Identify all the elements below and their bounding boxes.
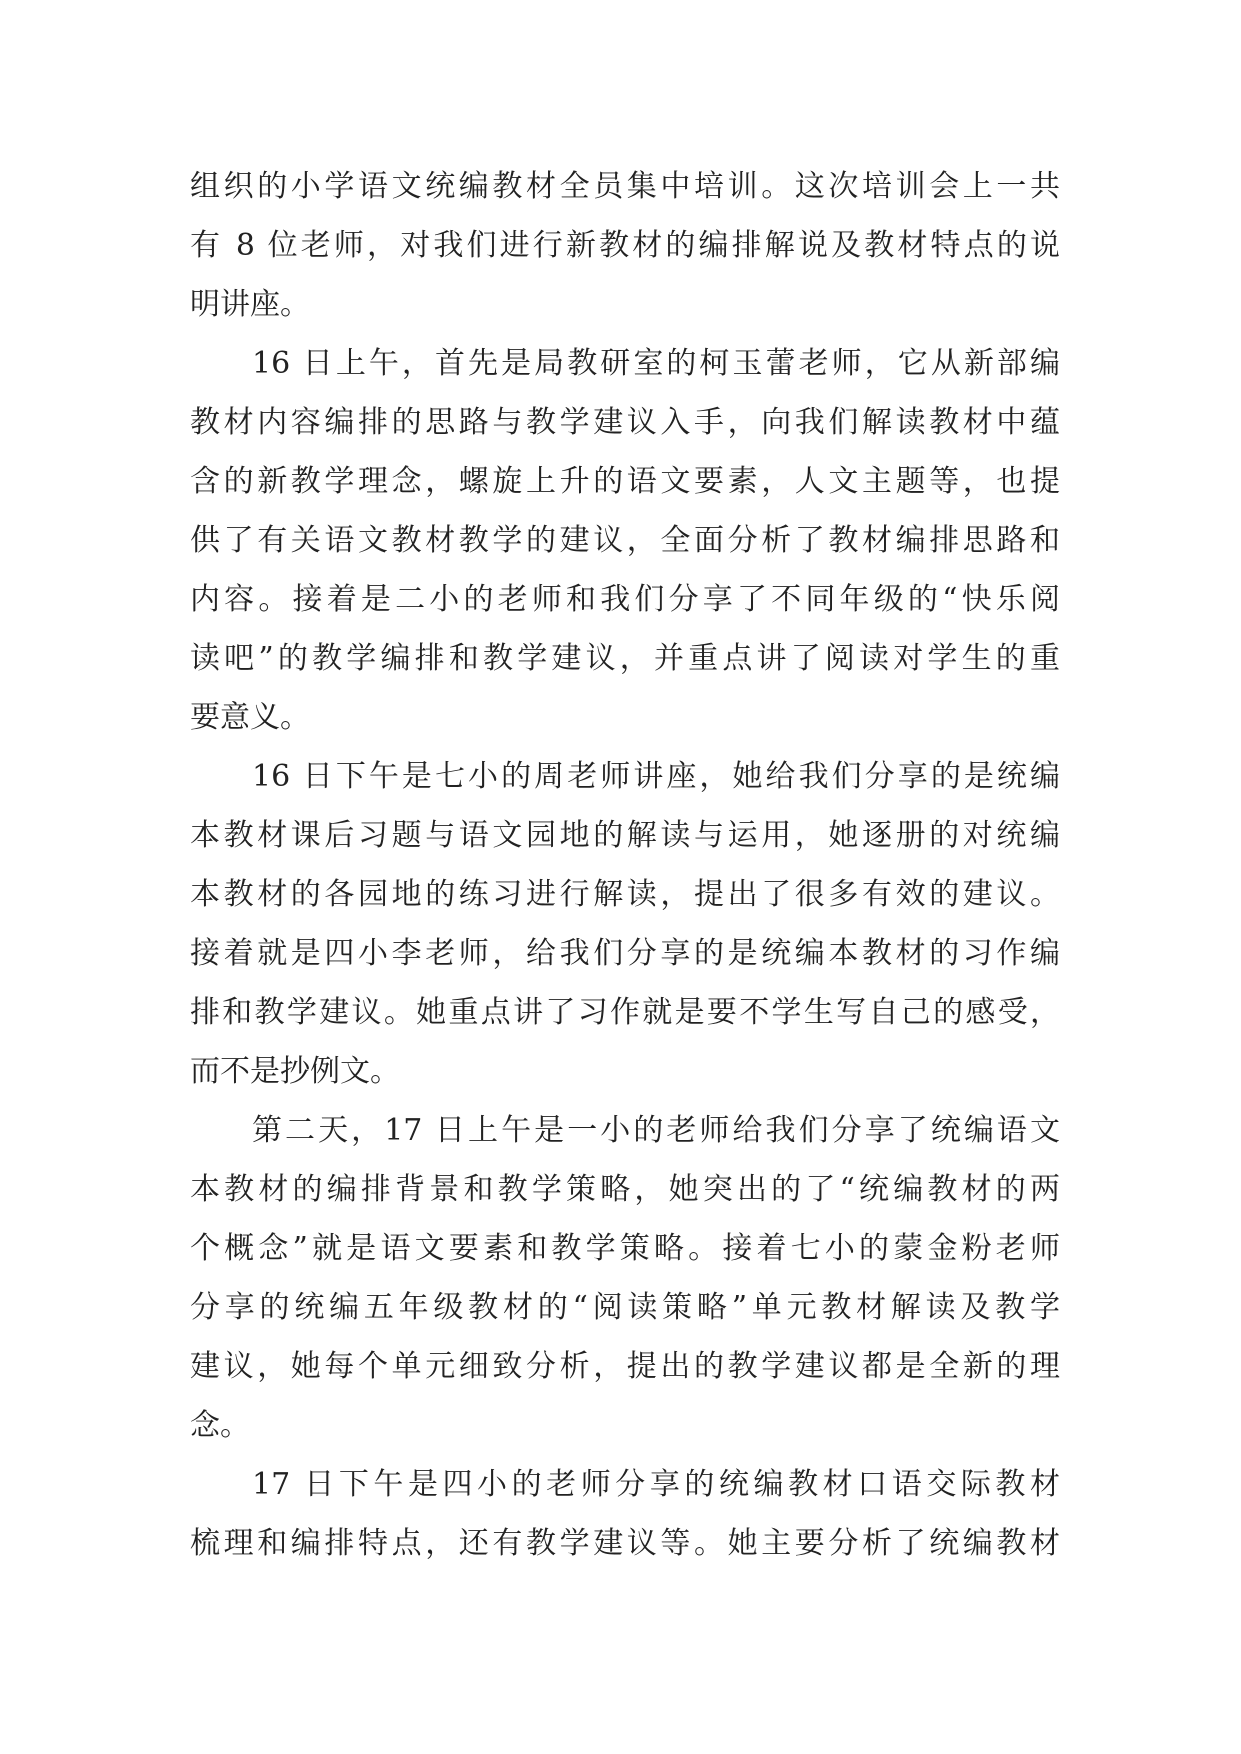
text-line: 本教材课后习题与语文园地的解读与运用，她逐册的对统编 <box>190 818 1060 853</box>
text-line: 17 日下午是四小的老师分享的统编教材口语交际教材 <box>252 1467 1060 1502</box>
text-line: 读吧”的教学编排和教学建议，并重点讲了阅读对学生的重 <box>190 641 1060 676</box>
text-line: 教材内容编排的思路与教学建议入手，向我们解读教材中蕴 <box>190 405 1060 440</box>
document-body <box>190 157 1060 1573</box>
text-line: 供了有关语文教材教学的建议，全面分析了教材编排思路和 <box>190 523 1060 558</box>
text-line: 要意义。 <box>190 700 310 735</box>
text-line: 内容。接着是二小的老师和我们分享了不同年级的“快乐阅 <box>190 582 1060 617</box>
text-line: 16 日上午，首先是局教研室的柯玉蕾老师，它从新部编 <box>252 346 1060 381</box>
text-line: 明讲座。 <box>190 287 310 322</box>
text-line: 念。 <box>190 1408 250 1443</box>
text-line: 含的新教学理念，螺旋上升的语文要素，人文主题等，也提 <box>190 464 1060 499</box>
text-line: 有 8 位老师，对我们进行新教材的编排解说及教材特点的说 <box>190 228 1060 263</box>
text-line: 排和教学建议。她重点讲了习作就是要不学生写自己的感受， <box>190 995 1060 1030</box>
paragraph <box>190 334 1060 747</box>
text-line: 组织的小学语文统编教材全员集中培训。这次培训会上一共 <box>190 169 1060 204</box>
text-line: 16 日下午是七小的周老师讲座，她给我们分享的是统编 <box>252 759 1060 794</box>
text-line: 接着就是四小李老师，给我们分享的是统编本教材的习作编 <box>190 936 1060 971</box>
text-line: 本教材的编排背景和教学策略，她突出的了“统编教材的两 <box>190 1172 1060 1207</box>
paragraph <box>190 157 1060 334</box>
text-line: 个概念”就是语文要素和教学策略。接着七小的蒙金粉老师 <box>190 1231 1060 1266</box>
text-line: 建议，她每个单元细致分析，提出的教学建议都是全新的理 <box>190 1349 1060 1384</box>
text-line: 分享的统编五年级教材的“阅读策略”单元教材解读及教学 <box>190 1290 1060 1325</box>
text-line: 第二天，17 日上午是一小的老师给我们分享了统编语文 <box>252 1113 1060 1148</box>
paragraph <box>190 1455 1060 1573</box>
text-line: 而不是抄例文。 <box>190 1054 400 1089</box>
paragraph <box>190 1101 1060 1455</box>
paragraph <box>190 747 1060 1101</box>
text-line: 本教材的各园地的练习进行解读，提出了很多有效的建议。 <box>190 877 1060 912</box>
text-line: 梳理和编排特点，还有教学建议等。她主要分析了统编教材 <box>190 1526 1060 1561</box>
